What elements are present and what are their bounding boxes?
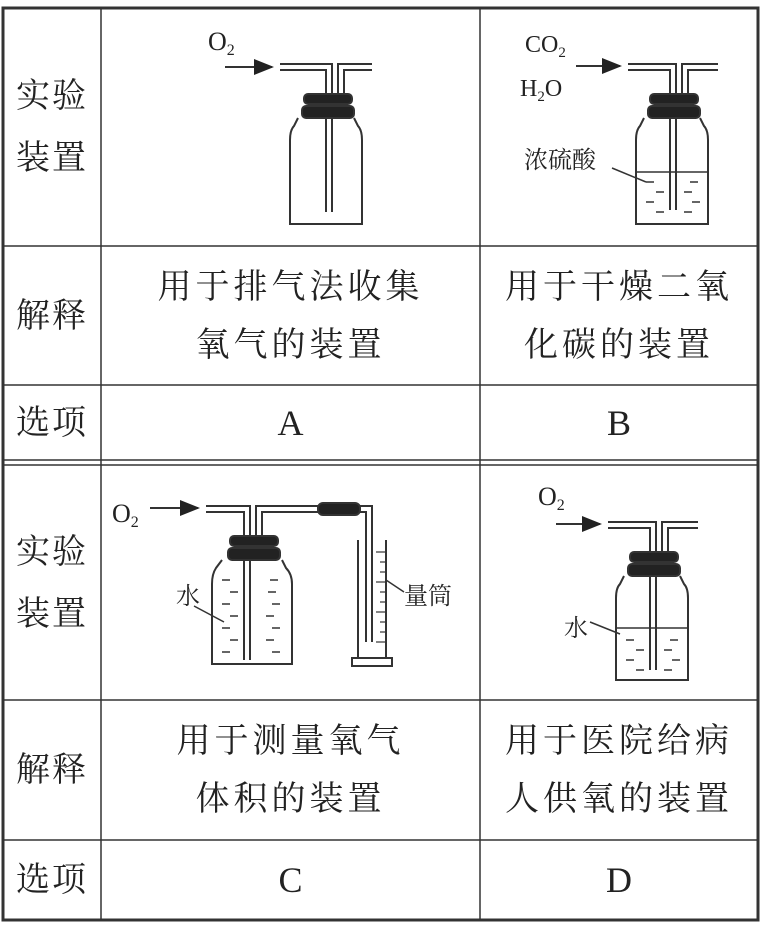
explain-line: 用于排气法收集 [157,266,424,307]
label-text: 解释 [16,295,88,336]
liquid-dashes [646,182,700,212]
water-label: 水 [564,614,588,642]
svg-text:CO2: $CO_2$ [525,32,566,61]
explain-line: 体积的装置 [195,779,386,819]
water-label: 水 [176,582,200,610]
water-dashes [626,640,680,670]
label-line: 装置 [16,593,88,634]
explain-line: 氧气的装置 [195,324,386,365]
label-text: 选项 [16,860,88,900]
apparatus-a [208,27,372,224]
svg-text:O2: O2 [538,482,565,514]
option-c: C [278,860,303,900]
svg-text:O2: O2 [112,499,139,531]
label-text: 选项 [16,402,88,443]
label-line: 实验 [16,531,88,572]
cylinder-label: 量筒 [404,582,452,610]
label-text: 解释 [16,750,88,790]
explain-line: 化碳的装置 [524,324,714,365]
label-line: 实验 [16,76,88,116]
option-b: B [606,402,631,443]
option-a: A [277,402,304,443]
reagent-label: 浓硫酸 [524,146,596,174]
svg-text:O2: O2 [208,27,235,59]
explain-line: 用于干燥二氧 [505,266,733,307]
svg-text:H2O: $H_2O$ [520,76,563,105]
explain-line: 用于医院给病 [505,721,733,761]
explain-line: 人供氧的装置 [505,779,733,819]
explain-line: 用于测量氧气 [176,721,405,761]
label-line: 装置 [16,138,88,178]
apparatus-b [520,32,718,224]
apparatus-d [538,482,698,680]
option-d: D [606,860,632,900]
cylinder-scale [376,552,386,642]
apparatus-c [112,499,452,666]
